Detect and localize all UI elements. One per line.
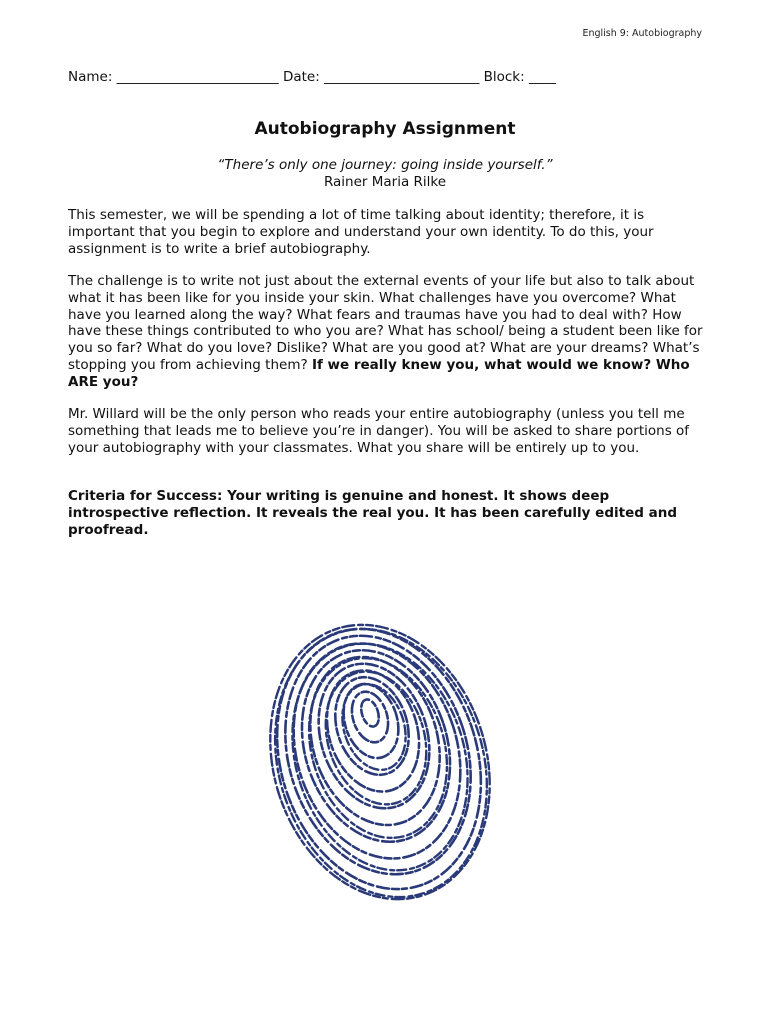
criteria-paragraph: Criteria for Success: Your writing is genuine and honest. It shows deep introspective reflection. It reveals the real you. It has been carefully edited and proofread. — [68, 488, 677, 538]
page-header: English 9: Autobiography — [582, 28, 702, 39]
intro-paragraph: This semester, we will be spending a lot of time talking about identity; therefore, it is important that you begin to explore and understand your own identity. To do this, your assignment is to write a brief autobiography. — [68, 207, 654, 257]
name-date-block-line: Name: ________________________ Date: _______________________ Block: ____ — [68, 69, 556, 85]
challenge-text: The challenge is to write not just about the external events of your life but also to talk about what it has been like for you inside your skin. What challenges have you overcome? What have you learned along the way? What fears and traumas have you had to deal with? How have these things contributed to who you are? What has school/ being a student been like for you so far? What do you love? Dislike? What are you good at? What are your dreams? What’s stopping you from achieving them? — [68, 273, 703, 373]
privacy-paragraph: Mr. Willard will be the only person who reads your entire autobiography (unless you tell me something that leads me to believe you’re in danger). You will be asked to share portions of your autobiography with your classmates. What you share will be entirely up to you. — [68, 406, 690, 456]
challenge-bold-text: If we really knew you, what would we know? Who ARE you? — [68, 356, 690, 390]
epigraph-quote: “There’s only one journey: going inside yourself.” — [217, 157, 553, 173]
fingerprint-icon — [250, 595, 510, 905]
page-title: Autobiography Assignment — [254, 119, 516, 139]
epigraph-author: Rainer Maria Rilke — [323, 174, 447, 190]
challenge-paragraph — [68, 273, 708, 391]
